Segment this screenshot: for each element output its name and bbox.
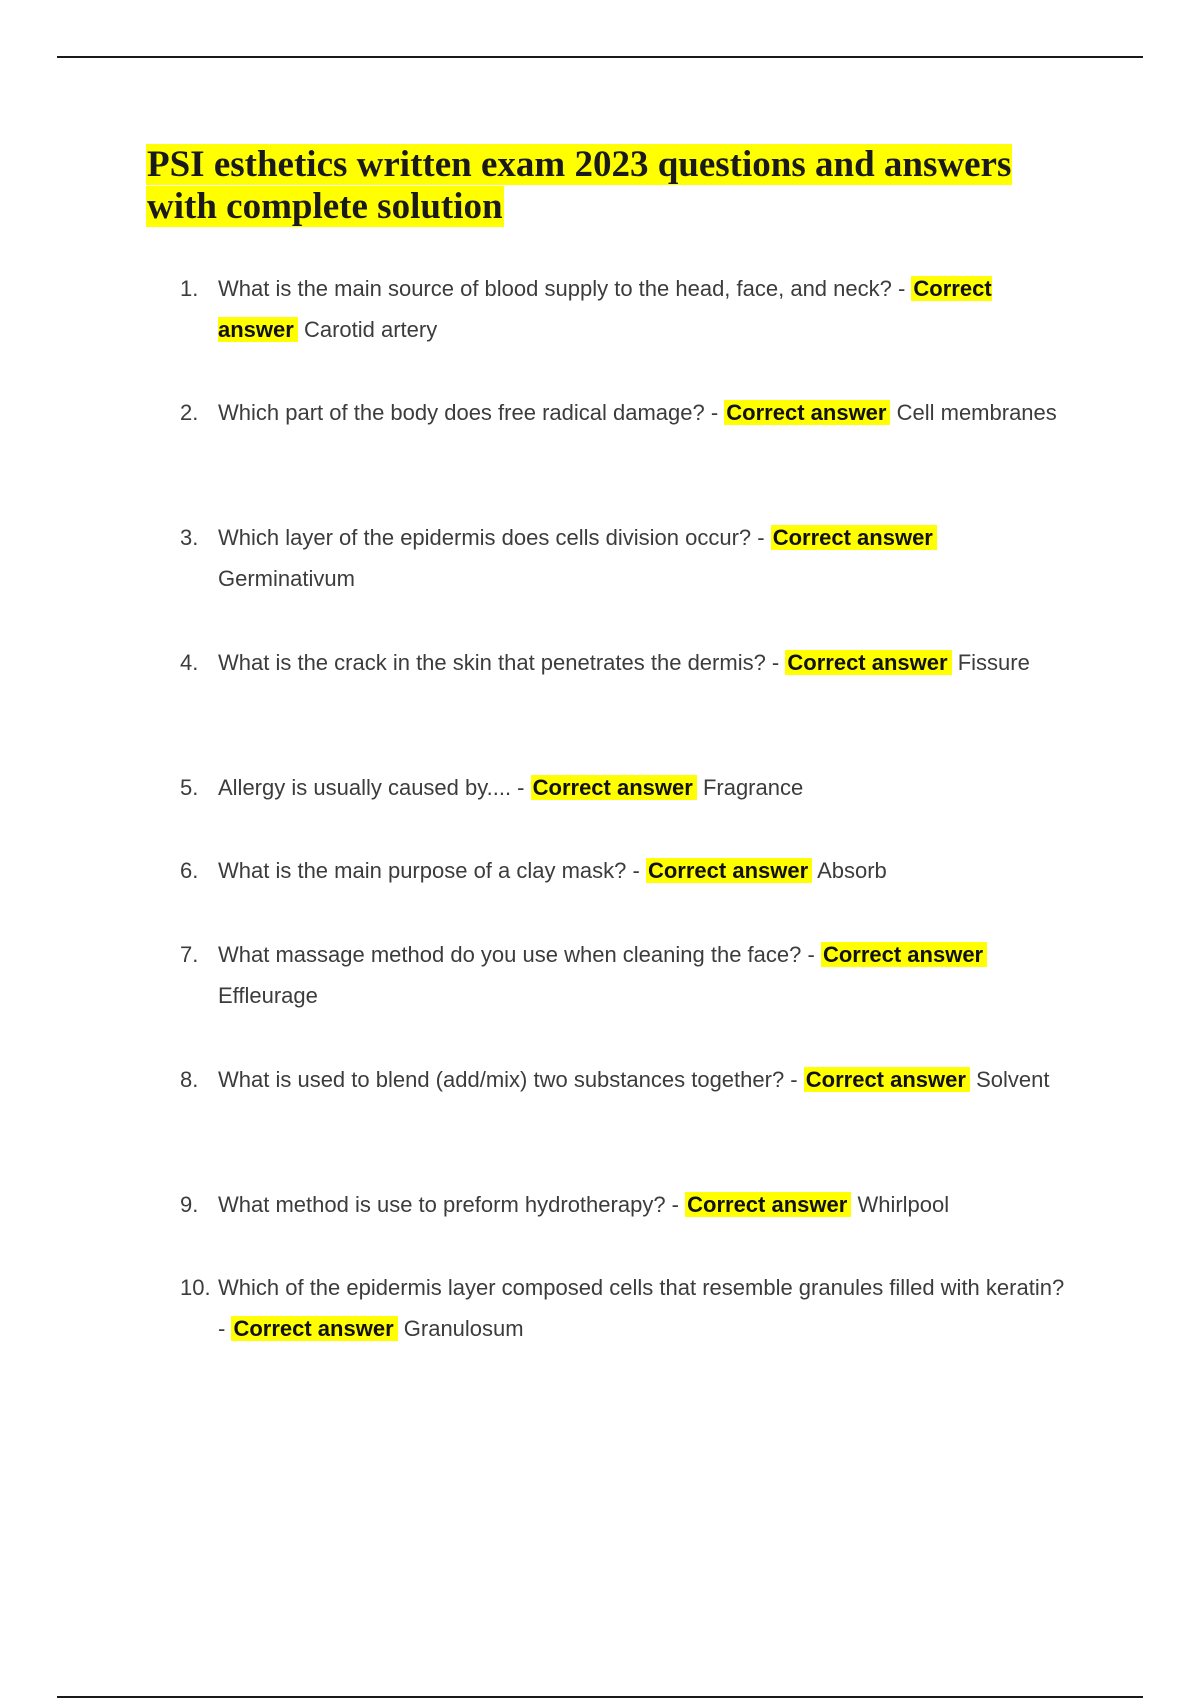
answer-text: Carotid artery xyxy=(303,317,438,342)
item-text xyxy=(218,934,1068,1016)
correct-answer-label: Correct answer xyxy=(821,942,987,967)
item-text xyxy=(218,767,1068,808)
item-text xyxy=(218,268,1068,350)
correct-answer-label: Correct answer xyxy=(531,775,697,800)
list-item xyxy=(180,392,1080,433)
item-number: 4. xyxy=(180,650,199,675)
answer-text: Solvent xyxy=(976,1067,1050,1092)
item-text xyxy=(218,517,1068,599)
answer-text: Whirlpool xyxy=(857,1192,950,1217)
question-text: What is the main source of blood supply to the head, face, and neck? - xyxy=(218,276,906,301)
question-text: Which layer of the epidermis does cells division occur? - xyxy=(218,525,765,550)
question-text: What is the main purpose of a clay mask? - xyxy=(218,858,640,883)
answer-text: Cell membranes xyxy=(896,400,1057,425)
item-number: 7. xyxy=(180,942,199,967)
list-item xyxy=(180,767,1080,808)
question-text: What massage method do you use when cleaning the face? - xyxy=(218,942,815,967)
answer-text: Germinativum xyxy=(218,566,355,591)
item-number: 1. xyxy=(180,276,199,301)
title-highlight: PSI esthetics written exam 2023 questions and answers with complete solution xyxy=(147,144,1012,227)
item-number: 2. xyxy=(180,400,199,425)
item-number: 10. xyxy=(180,1275,211,1300)
item-text xyxy=(218,642,1068,683)
answer-text: Effleurage xyxy=(218,983,318,1008)
bottom-rule xyxy=(57,1696,1143,1698)
correct-answer-label: Correct answer xyxy=(804,1067,970,1092)
list-item xyxy=(180,1059,1080,1100)
correct-answer-label: Correct answer xyxy=(771,525,937,550)
question-text: Which of the epidermis layer composed cells that resemble granules filled with keratin? - xyxy=(218,1275,1065,1341)
item-number: 5. xyxy=(180,775,199,800)
question-text: What is the crack in the skin that penetrates the dermis? - xyxy=(218,650,780,675)
question-text: What method is use to preform hydrotherapy? - xyxy=(218,1192,679,1217)
correct-answer-label: Correct answer xyxy=(724,400,890,425)
item-text xyxy=(218,392,1068,433)
list-item xyxy=(180,934,1080,1016)
item-number: 9. xyxy=(180,1192,199,1217)
item-text xyxy=(218,1267,1068,1349)
item-text xyxy=(218,850,1068,891)
list-item xyxy=(180,850,1080,891)
item-number: 8. xyxy=(180,1067,199,1092)
question-text: What is used to blend (add/mix) two substances together? - xyxy=(218,1067,798,1092)
item-number: 6. xyxy=(180,858,199,883)
answer-text: Fragrance xyxy=(702,775,804,800)
item-text xyxy=(218,1184,1068,1225)
item-number: 3. xyxy=(180,525,199,550)
item-text xyxy=(218,1059,1068,1100)
question-text: Allergy is usually caused by.... - xyxy=(218,775,525,800)
question-text: Which part of the body does free radical damage? - xyxy=(218,400,719,425)
correct-answer-label: Correct answer xyxy=(685,1192,851,1217)
list-item xyxy=(180,1267,1080,1349)
correct-answer-label: Correct answer xyxy=(231,1316,397,1341)
list-item xyxy=(180,642,1080,683)
list-item xyxy=(180,268,1080,350)
list-item xyxy=(180,1184,1080,1225)
correct-answer-label: Correct answer xyxy=(785,650,951,675)
correct-answer-label: Correct answer xyxy=(646,858,812,883)
list-item xyxy=(180,517,1080,599)
answer-text: Fissure xyxy=(957,650,1030,675)
correct-answer-label: Correct answer xyxy=(218,276,992,342)
answer-text: Absorb xyxy=(817,858,887,883)
answer-text: Granulosum xyxy=(403,1316,524,1341)
